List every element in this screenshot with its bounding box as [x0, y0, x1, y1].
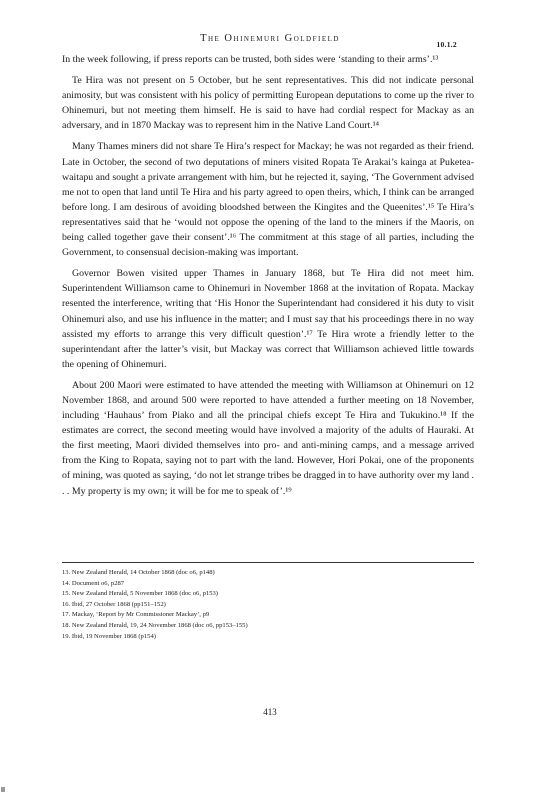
paragraph: Governor Bowen visited upper Thames in January 1868, but Te Hira did not meet him. Superintendent Williamson came to Ohinemuri in November 1868 at the invitation of Ropata. Mackay resented the interference, writing that ‘His Honor the Superintendant had considered it his duty to visit Ohinemuri also, and use his influence in the matter; and I must say that his proceedings there in no way assisted my efforts to arrange this very difficult question’.¹⁷ Te Hira wrote a friendly letter to the superintendant after the latter’s visit, but Mackay was correct that Williamson achieved little towards the opening of Ohinemuri. — [62, 268, 474, 370]
footnote: 13. New Zealand Herald, 14 October 1868 (doc o6, p148) — [62, 569, 215, 576]
footnote: 17. Mackay, ‘Report by Mr Commissioner Mackay’, p9 — [62, 611, 210, 619]
paragraph: In the week following, if press reports can be trusted, both sides were ‘standing to their arms’.¹³ — [62, 54, 439, 65]
page-number: 413 — [263, 707, 277, 717]
footnotes-list — [62, 568, 474, 642]
footnote: 14. Document o6, p287 — [62, 579, 125, 587]
paragraph: Te Hira was not present on 5 October, but he sent representatives. This did not indicate personal animosity, but was consistent with his policy of permitting European deputations to come up the river to Ohinemuri, but not meeting them himself. He is said to have had cordial respect for Mackay as an adversary, and in 1870 Mackay was to represent him in the Native Land Court.¹⁴ — [62, 75, 474, 132]
scan-edge-mark — [1, 787, 5, 792]
footnote: 19. Ibid, 19 November 1868 (p154) — [62, 632, 156, 640]
section-number: 10.1.2 — [436, 40, 457, 49]
footnote: 16. Ibid, 27 October 1868 (pp151–152) — [62, 600, 166, 608]
footnote-divider — [62, 562, 474, 563]
paragraph: Many Thames miners did not share Te Hira’s respect for Mackay; he was not regarded as their friend. Late in October, the second of two deputations of miners visited Ropata Te Arakai’s kainga at Puketea-waitapu and sought a private arrangement with him, but he rejected it, saying, ‘The Government advised me not to open that land until Te Hira and his party agreed to open theirs, which, I think can be arranged before long. I am desirous of avoiding bloodshed between the Kingites and the Queenites’.¹⁵ Te Hira’s representatives said that he ‘would not oppose the opening of the land to the miners if the Maoris, on being called together gave their consent’.¹⁶ The commitment at this stage of all parties, including the Government, to consensual decision-making was important. — [62, 141, 474, 259]
body-text — [62, 52, 474, 505]
footnote: 18. New Zealand Herald, 19, 24 November 1868 (doc o6, pp153–155) — [62, 621, 248, 629]
paragraph: About 200 Maori were estimated to have attended the meeting with Williamson at Ohinemuri on 12 November 1868, and around 500 were reported to have attended a further meeting on 18 November, including ‘Hauhaus’ from Piako and all the principal chiefs except Te Hira and Tukukino.¹⁸ If the estimates are correct, the second meeting would have involved a majority of the adults of Hauraki. At the first meeting, Maori divided themselves into pro- and anti-mining camps, and a message arrived from the King to Ropata, saying not to part with the land. However, Hori Pokai, one of the proponents of mining, was quoted as saying, ‘do not let strange tribes be dragged in to have authority over my land . . . My property is my own; it will be for me to speak of’.¹⁹ — [62, 379, 474, 497]
running-head: The Ohinemuri Goldfield — [200, 33, 340, 44]
footnote: 15. New Zealand Herald, 5 November 1868 (doc o6, p153) — [62, 590, 219, 598]
